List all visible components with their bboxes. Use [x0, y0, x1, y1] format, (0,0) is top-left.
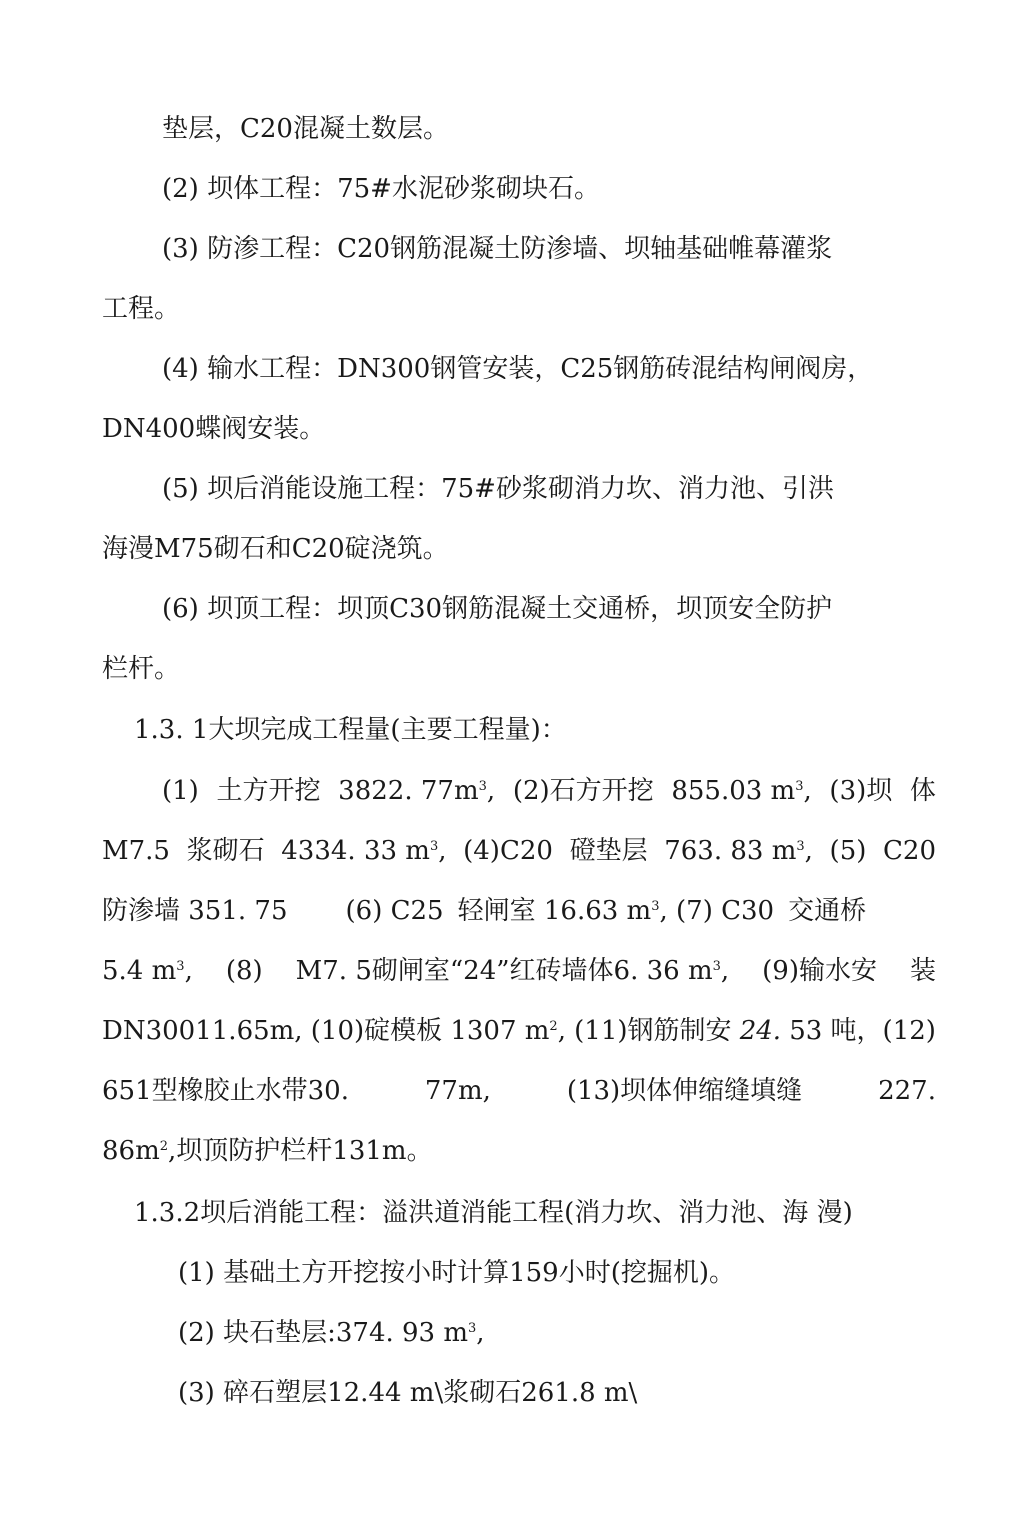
text-run: 24. [739, 1016, 782, 1046]
text-run: 77m, [424, 1076, 491, 1106]
text-run: (1) [162, 776, 199, 806]
text-run: 651型橡胶止水带30. [102, 1076, 349, 1106]
text-run: 磴垫层 [569, 836, 648, 866]
text-run: 227. [878, 1076, 936, 1106]
text-run: 763. 83 $m^3$, [664, 836, 813, 866]
list-item: (1) 基础土方开挖按小时计算159小时(挖掘机)。 [178, 1258, 736, 1288]
quantity-line: $86m^2$,坝顶防护栏杆131m。 [102, 1136, 433, 1166]
text-line: (4) 输水工程：DN300钢管安装，C25钢筋砖混结构闸阀房， [162, 354, 874, 384]
text-run: 体 [909, 776, 936, 806]
text-run: 4334. 33 $m^3$, [281, 836, 447, 866]
text-run: (4)C20 [463, 836, 553, 866]
text-run: (9)输水安 [762, 956, 877, 986]
text-run: (10)碇模板 [310, 1016, 443, 1046]
quantity-line [102, 1015, 936, 1047]
text-run: 防渗墙 351. 75 [102, 896, 288, 926]
text-run: 53 [789, 1016, 823, 1046]
list-item: (3) 碎石塑层12.44 m\浆砌石261.8 m\ [178, 1378, 638, 1408]
section-heading: 1.3. 1大坝完成工程量(主要工程量)： [134, 715, 567, 745]
text-run: (6) C25 [345, 896, 444, 926]
text-line: (2) 坝体工程：75#水泥砂浆砌块石。 [162, 174, 600, 204]
text-run: 装 [909, 956, 936, 986]
text-line: (5) 坝后消能设施工程：75#砂浆砌消力坎、消力池、引洪 [162, 474, 834, 504]
quantity-line [162, 775, 936, 807]
text-line: 海漫M75砌石和C20碇浇筑。 [102, 534, 449, 564]
text-run: 1307 $m^2$, [450, 1016, 566, 1046]
text-run: (11)钢筋制安 [574, 1016, 732, 1046]
text-run: 855.03 $m^3$, [671, 776, 812, 806]
text-run: (8) [225, 956, 263, 986]
text-run: 浆砌石 [186, 836, 265, 866]
text-run: 5.4 $m^3$, [102, 956, 193, 986]
quantity-line [102, 895, 866, 927]
text-run: (5) [829, 836, 867, 866]
text-run: C20 [883, 836, 936, 866]
quantity-line [102, 835, 936, 867]
text-line: (6) 坝顶工程：坝顶C30钢筋混凝土交通桥，坝顶安全防护 [162, 594, 833, 624]
text-run: M7. 5砌闸室“24”红砖墙体6. 36 $m^3$, [295, 956, 730, 986]
text-run: 交通桥 [788, 896, 867, 926]
text-run: 3822. $77m^3$, [338, 776, 496, 806]
text-line: DN400蝶阀安装。 [102, 414, 326, 444]
text-line: 栏杆。 [102, 654, 181, 684]
text-run: 轻闸室 16.63 $m^3$, (7) C30 [457, 896, 775, 926]
quantity-line [102, 1075, 936, 1107]
text-run: 土方开挖 [216, 776, 321, 806]
text-run: (13)坝体伸缩缝填缝 [566, 1076, 803, 1106]
text-line: 工程。 [102, 294, 181, 324]
text-run: (2)石方开挖 [512, 776, 654, 806]
quantity-line [102, 955, 936, 987]
text-line: 垫层，C20混凝土数层。 [162, 114, 449, 144]
section-heading: 1.3.2坝后消能工程：溢洪道消能工程(消力坎、消力池、海 漫) [134, 1198, 853, 1228]
list-item: (2) 块石垫层:374. 93 $m^3$, [178, 1318, 485, 1348]
text-run: 吨，(12) [830, 1016, 936, 1046]
text-run: M7.5 [102, 836, 170, 866]
text-line: (3) 防渗工程：C20钢筋混凝土防渗墙、坝轴基础帷幕灌浆 [162, 234, 833, 264]
text-run: (3)坝 [829, 776, 893, 806]
text-run: DN30011.65m, [102, 1016, 303, 1046]
